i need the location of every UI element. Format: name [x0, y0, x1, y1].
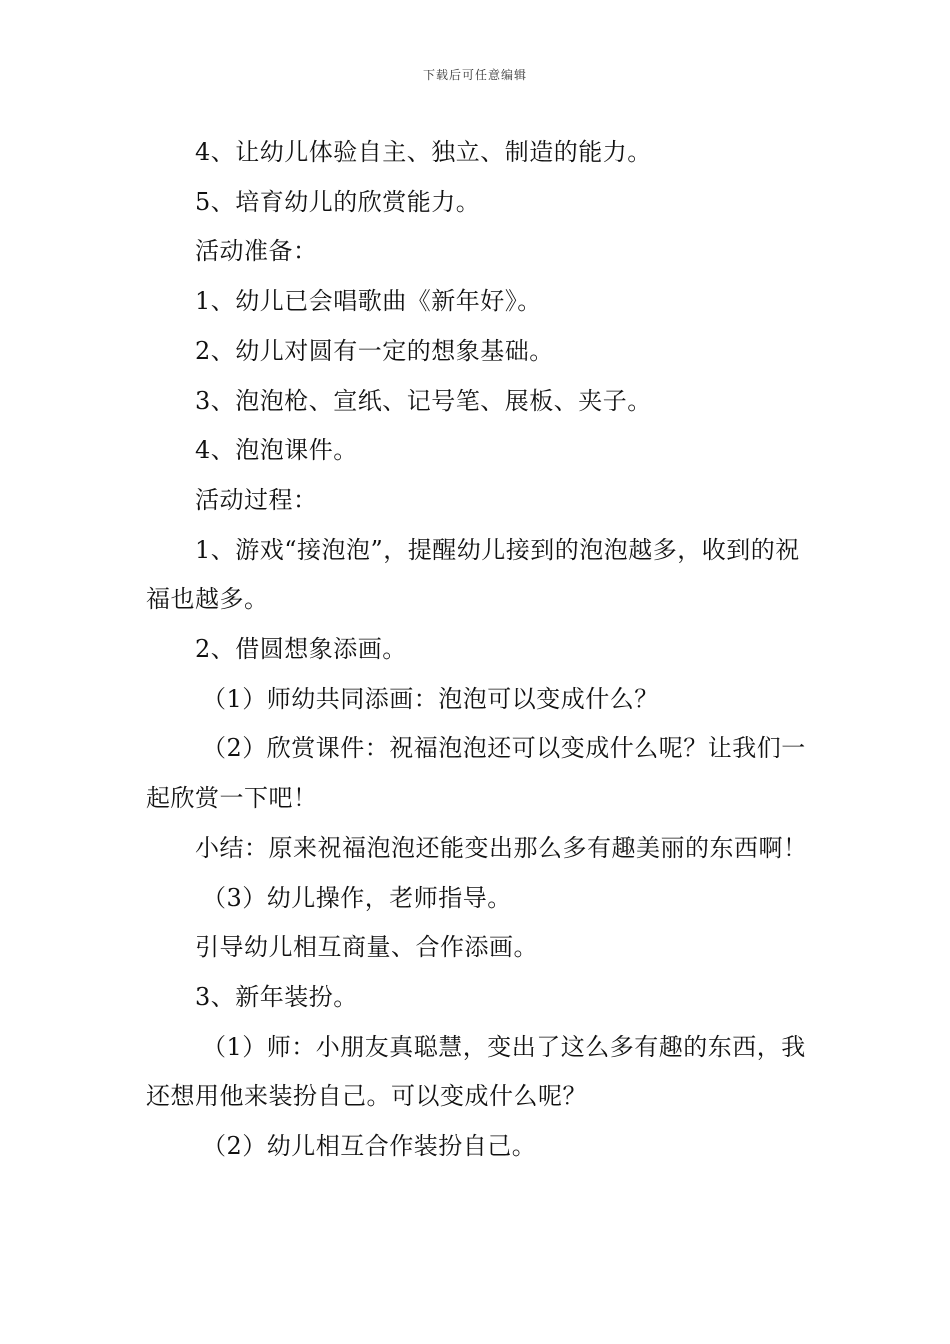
- paragraph: 引导幼儿相互商量、合作添画。: [195, 933, 538, 962]
- page-header: 下载后可任意编辑: [422, 68, 527, 82]
- paragraph: 2、幼儿对圆有一定的想象基础。: [195, 336, 554, 365]
- paragraph: （1）师：小朋友真聪慧，变出了这么多有趣的东西，我还想用他来装扮自己。可以变成什么呢？: [146, 1032, 806, 1111]
- paragraph: 3、新年装扮。: [195, 982, 358, 1011]
- paragraph: 4、泡泡课件。: [195, 436, 358, 465]
- paragraph: （1）师幼共同添画：泡泡可以变成什么？: [202, 684, 659, 713]
- paragraph: 小结：原来祝福泡泡还能变出那么多有趣美丽的东西啊！: [195, 833, 808, 862]
- paragraph: （2）幼儿相互合作装扮自己。: [202, 1132, 537, 1161]
- paragraph: 1、游戏“接泡泡”，提醒幼儿接到的泡泡越多，收到的祝福也越多。: [146, 535, 800, 614]
- paragraph: 3、泡泡枪、宣纸、记号笔、展板、夹子。: [195, 386, 652, 415]
- paragraph: 2、借圆想象添画。: [195, 635, 407, 664]
- document-body: [146, 128, 808, 1172]
- paragraph: 4、让幼儿体验自主、独立、制造的能力。: [195, 138, 652, 166]
- paragraph: （2）欣赏课件：祝福泡泡还可以变成什么呢？让我们一起欣赏一下吧！: [146, 734, 806, 813]
- paragraph: 1、幼儿已会唱歌曲《新年好》。: [195, 287, 542, 316]
- paragraph: 5、培育幼儿的欣赏能力。: [195, 187, 481, 216]
- section-heading: 活动准备：: [195, 237, 318, 266]
- paragraph: （3）幼儿操作，老师指导。: [202, 883, 512, 912]
- section-heading: 活动过程：: [195, 485, 318, 514]
